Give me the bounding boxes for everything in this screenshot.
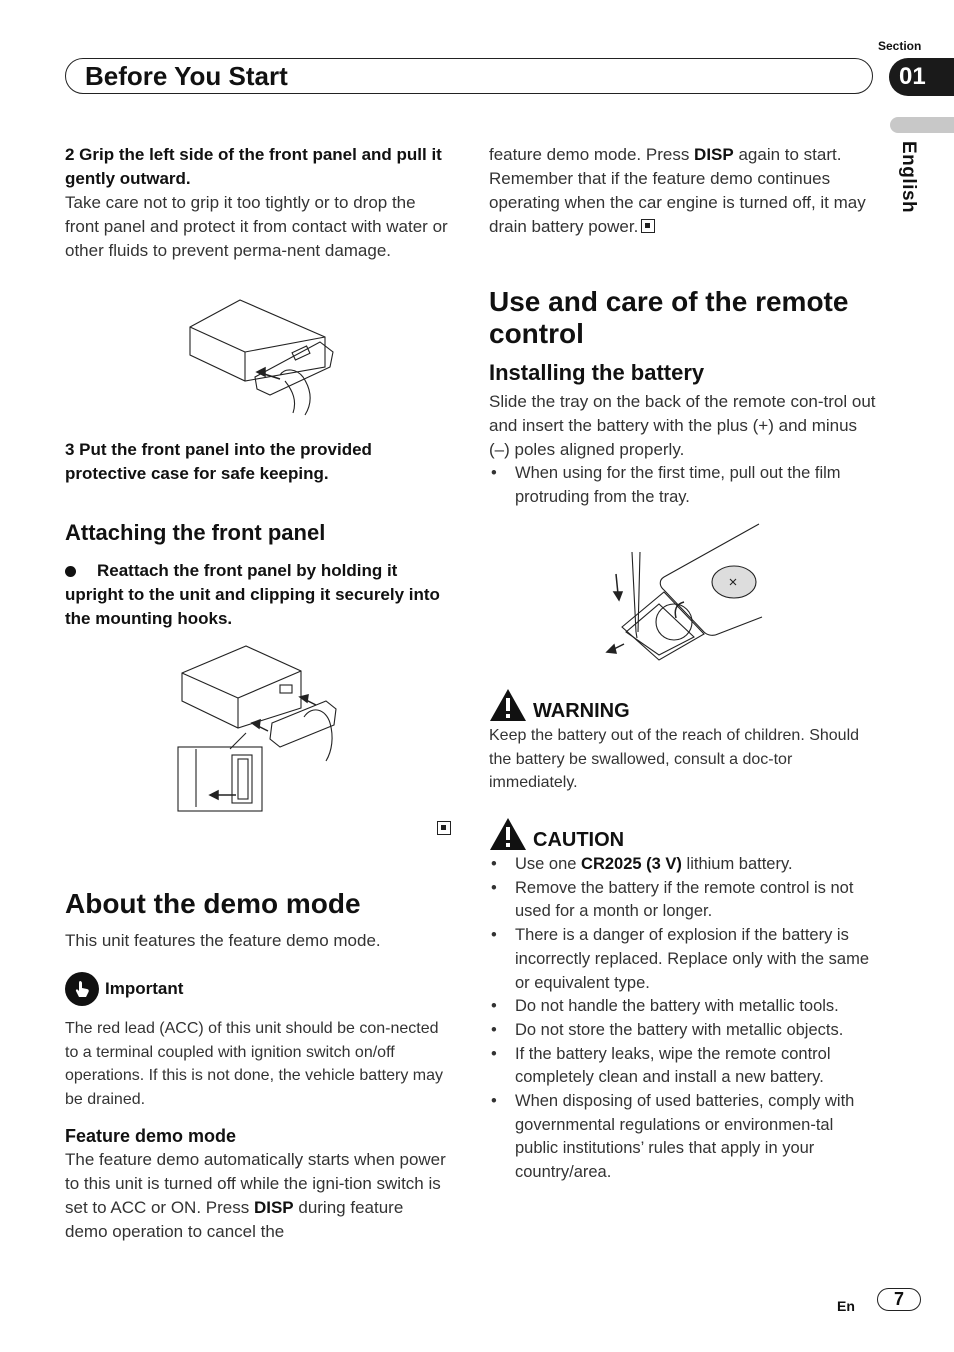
list-item: • There is a danger of explosion if the battery is incorrectly replaced. Replace only with the same or equivalent type. [489, 924, 879, 995]
hand-pointer-icon [65, 972, 99, 1006]
step-2-block [65, 143, 450, 263]
important-text: The red lead (ACC) of this unit should be con-nected to a terminal coupled with ignition switch on/off operations. If this is not done, the vehicle battery may be drained. [65, 1020, 443, 1108]
important-header [65, 972, 450, 1006]
battery-bullets [489, 462, 879, 509]
battery-tray-illustration [604, 522, 764, 662]
step-3-block [65, 438, 450, 486]
language-tab [890, 117, 954, 133]
important-label: Important [105, 979, 184, 998]
list-item [489, 853, 879, 877]
step-2-title: 2 Grip the left side of the front panel and pull it gently outward. [65, 145, 442, 188]
section-number-badge: 01 [889, 58, 954, 96]
demo-mode-heading: About the demo mode [65, 888, 361, 919]
caution-first-start: Use one [515, 855, 582, 873]
language-label: English [898, 141, 919, 214]
caution-label: CAUTION [533, 829, 625, 851]
feature-text-end: during feature demo operation to cancel the [65, 1198, 404, 1241]
caution-triangle-icon [489, 817, 527, 851]
battery-text: Slide the tray on the back of the remote con-trol out and insert the battery with the plus (+) and minus (–) poles aligned properly. [489, 392, 876, 459]
cont-text-end: again to start. Remember that if the feature demo continues operating when the car engine is turned off, it may drain battery power. [489, 145, 866, 236]
demo-intro-text: This unit features the feature demo mode. [65, 931, 381, 950]
demo-intro-block [65, 929, 450, 953]
battery-block [489, 359, 879, 509]
remote-heading-block [489, 286, 879, 350]
end-mark-icon [437, 821, 451, 835]
page-number: 7 [877, 1288, 921, 1311]
caution-block [489, 817, 879, 1185]
attach-heading [65, 519, 450, 547]
cont-text-start: feature demo mode. Press [489, 145, 695, 164]
warning-label: WARNING [533, 700, 630, 722]
battery-model-label: CR2025 (3 V) [581, 855, 682, 873]
disp-key-label: DISP [253, 1198, 294, 1217]
list-item: • If the battery leaks, wipe the remote control completely clean and install a new battery. [489, 1043, 879, 1090]
caution-header [489, 817, 879, 851]
feature-demo-text [65, 1148, 450, 1244]
caution-list [489, 853, 879, 1185]
attach-front-panel-heading: Attaching the front panel [65, 520, 326, 545]
caution-first-end: lithium battery. [681, 855, 793, 873]
warning-text: Keep the battery out of the reach of children. Should the battery be swallowed, consult a doc-tor immediately. [489, 727, 860, 791]
list-item: • Do not store the battery with metallic objects. [489, 1019, 879, 1043]
step-2-text: Take care not to grip it too tightly or to drop the front panel and protect it from contact with water or other fluids to prevent perma-nent damage. [65, 193, 448, 260]
page-title: Before You Start [85, 61, 288, 91]
warning-block [489, 688, 879, 795]
section-label: Section [878, 39, 922, 53]
installing-battery-heading: Installing the battery [489, 360, 705, 385]
disp-key-label-2: DISP [694, 145, 734, 164]
demo-heading-block [65, 888, 450, 920]
bullet-dot-icon [65, 566, 76, 577]
warning-header [489, 688, 879, 722]
attach-step-label: Reattach the front panel by holding it upright to the unit and clipping it securely into the mounting hooks. [65, 561, 440, 628]
attach-step-block [65, 559, 450, 631]
list-item: • Do not handle the battery with metallic tools. [489, 995, 879, 1019]
feature-demo-heading: Feature demo mode [65, 1126, 237, 1146]
remote-control-heading: Use and care of the remote control [489, 286, 849, 349]
end-of-section-mark [434, 821, 451, 839]
feature-demo-block [65, 1124, 450, 1244]
list-item: • When disposing of used batteries, comply with governmental regulations or environmen-tal public institutions’ rules that apply in your country/area. [489, 1090, 879, 1185]
feature-text-start: The feature demo automatically starts when power to this unit is turned off while the igni-tion switch is set to ACC or ON. Press [65, 1150, 446, 1217]
demo-continuation-block [489, 143, 879, 239]
demo-continuation-text [489, 143, 879, 239]
step-3-title: 3 Put the front panel into the provided protective case for safe keeping. [65, 440, 372, 483]
attach-step-text [65, 559, 450, 631]
attach-panel-illustration [176, 643, 342, 813]
end-mark-icon [641, 219, 655, 233]
list-item: • Remove the battery if the remote control is not used for a month or longer. [489, 877, 879, 924]
warning-triangle-icon [489, 688, 527, 722]
important-block [65, 972, 450, 1111]
footer-language-code: En [837, 1298, 855, 1314]
list-item: • When using for the first time, pull out the film protruding from the tray. [489, 462, 879, 509]
remove-panel-illustration [185, 297, 335, 417]
